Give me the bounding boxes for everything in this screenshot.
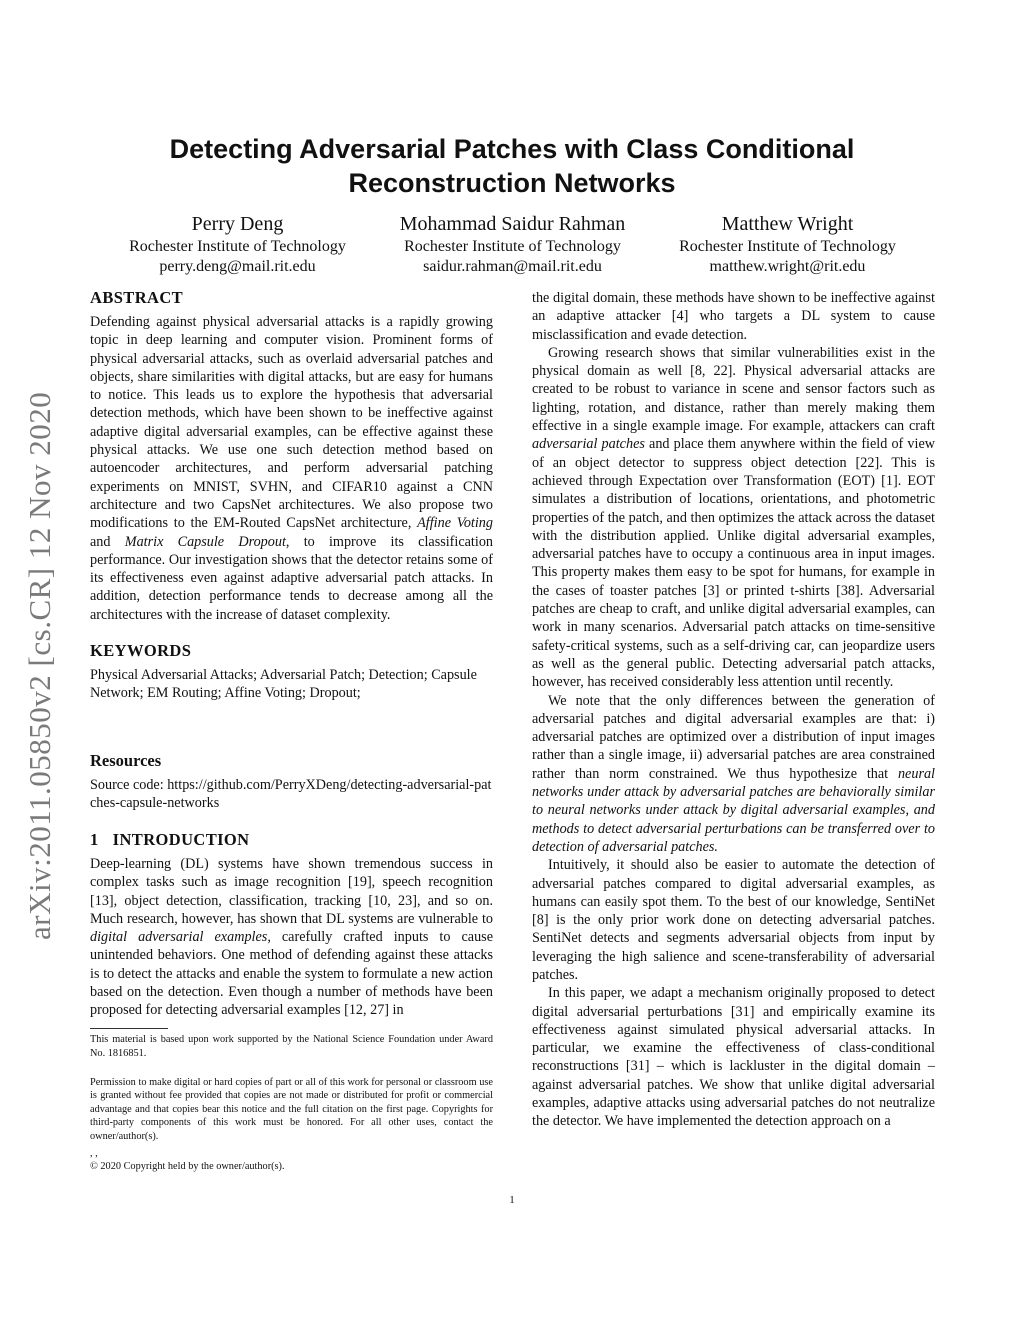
abstract-text: Defending against physical adversarial attacks is a rapidly growing topic in deep learning and computer vision. Prominent forms of physical adversarial attacks, such as overlaid adversarial patches and objects, share similarities with digital attacks, but are easy for humans to notice. This leads us to explore the hypothesis that adversarial detection methods, which have been shown to be ineffective against adaptive digital adversarial examples, can be effective against these physical attacks. We use one such detection method based on autoencoder architectures, and perform adversarial patching experiments on MNIST, SVHN, and CIFAR10 against a CNN architecture and two CapsNet architectures. We also propose two modifications to the EM-Routed CapsNet architecture, Affine Voting and Matrix Capsule Dropout, to improve its classification performance. Our investigation shows that the detector retains some of its effectiveness even against adaptive adversarial patch attacks. In addition, detection performance tends to decrease among all the architectures with the increase of dataset complexity. xyxy=(90,314,494,623)
resources-section xyxy=(90,750,493,813)
intro-paragraph-continued: the digital domain, these methods have shown to be ineffective against an adaptive attacker [4] who targets a DL system to cause misclassification and evade detection. xyxy=(532,290,935,343)
author-affiliation: Rochester Institute of Technology xyxy=(404,238,621,255)
funding-footnote: This material is based upon work supported by the National Science Foundation under Award No. 1816851. xyxy=(90,1034,493,1059)
author-2 xyxy=(375,211,650,277)
intro-paragraph-2: Growing research shows that similar vulnerabilities exist in the physical domain as well [8, 22]. Physical adversarial attacks are created to be robust to variance in scene and sensor factors such as lighting, rotation, and distance, rather than merely making them effective in a single example image. For example, attackers can craft adversarial patches and place them anywhere within the field of view of an object detector to suppress object detection [22]. This is achieved through Expectation over Transformation (EOT) [1]. EOT simulates a distribution of locations, orientations, and photometric properties of the patch, and then optimizes the attack across the dataset with the distribution applied. Unlike digital adversarial examples, adversarial patches have to occupy a continuous area in input images. This property makes them easy to be spot for humans, for example in the cases of toaster patches [3] or printed t-shirts [38]. Adversarial patches are cheap to craft, and unlike digital adversarial examples, can work in many scenarios. Adversarial patch attacks on time-sensitive safety-critical systems, such as a self-driving car, can jeopardize users as well as the general public. Detecting adversarial patch attacks, however, has received considerably less attention until recently. xyxy=(532,344,935,691)
conference-placeholder: , , xyxy=(90,1148,98,1159)
resources-heading: Resources xyxy=(90,751,162,770)
resources-link[interactable]: Source code: https://github.com/PerryXDeng/detecting-adversarial-patches-capsule-networks xyxy=(90,777,492,812)
paper-title xyxy=(0,132,1024,200)
abstract-section xyxy=(90,287,493,624)
intro-paragraph-4: Intuitively, it should also be easier to automate the detection of adversarial patches compared to digital adversarial examples, as humans can easily spot them. To the best of our knowledge, SentiNet [8] is the only prior work done on detecting adversarial patches. SentiNet detects and segments adversarial objects from input by leveraging the high salience and scene-transferability of adversarial patches. xyxy=(532,857,935,983)
introduction-heading: 1 INTRODUCTION xyxy=(90,830,250,849)
author-name: Perry Deng xyxy=(191,213,284,235)
intro-paragraph-3: We note that the only differences between the generation of adversarial patches and digital adversarial examples are that: i) adversarial patches are optimized over a distribution of input images rather than a single image, ii) adversarial patches are area constrained rather than norm constrained. We thus hypothesize that neural networks under attack by adversarial patches are behaviorally similar to neural networks under attack by digital adversarial examples, and methods to detect adversarial perturbations can be transferred over to detection of adversarial patches. xyxy=(532,692,935,855)
keywords-heading: KEYWORDS xyxy=(90,641,192,660)
arxiv-identifier: arXiv:2011.05850v2 [cs.CR] 12 Nov 2020 xyxy=(22,391,57,940)
keywords-section xyxy=(90,640,493,703)
copyright-notice: © 2020 Copyright held by the owner/author(s). xyxy=(90,1161,285,1172)
author-name: Matthew Wright xyxy=(721,213,854,235)
intro-paragraph-1: Deep-learning (DL) systems have shown tremendous success in complex tasks such as image recognition [19], speech recognition [13], object detection, classification, tracking [10, 23], and so on. Much research, however, has shown that DL systems are vulnerable to digital adversarial examples, carefully crafted inputs to cause unintended behaviors. One method of defending against these attacks is to detect the attacks and enable the system to formulate a new action based on the detection. Even though a number of methods have been proposed for detecting adversarial examples [12, 27] in xyxy=(90,856,493,1019)
author-email: matthew.wright@rit.edu xyxy=(709,258,866,275)
permission-notice: Permission to make digital or hard copies of part or all of this work for personal or classroom use is granted without fee provided that copies are not made or distributed for profit or commercial advantage and that copies bear this notice and the full citation on the first page. Copyrights for third-party components of this work must be honored. For all other uses, contact the owner/author(s). xyxy=(90,1077,493,1142)
author-email: perry.deng@mail.rit.edu xyxy=(159,258,316,275)
author-affiliation: Rochester Institute of Technology xyxy=(129,238,346,255)
author-block xyxy=(100,211,925,277)
keywords-text: Physical Adversarial Attacks; Adversarial Patch; Detection; Capsule Network; EM Routing; Affine Voting; Dropout; xyxy=(90,667,477,702)
introduction-section xyxy=(90,829,493,1020)
author-1 xyxy=(100,211,375,277)
title-line-2: Reconstruction Networks xyxy=(348,168,676,198)
right-column xyxy=(532,289,935,1131)
author-3 xyxy=(650,211,925,277)
footnote-rule xyxy=(90,1028,168,1029)
author-affiliation: Rochester Institute of Technology xyxy=(679,238,896,255)
title-line-1: Detecting Adversarial Patches with Class Conditional xyxy=(169,134,855,164)
page-number: 1 xyxy=(509,1194,515,1206)
author-email: saidur.rahman@mail.rit.edu xyxy=(423,258,602,275)
author-name: Mohammad Saidur Rahman xyxy=(399,213,626,235)
intro-paragraph-5: In this paper, we adapt a mechanism originally proposed to detect digital adversarial perturbations [31] and empirically examine its effectiveness against simulated physical adversarial attacks. In particular, we examine the effectiveness of class-conditional reconstructions [31] – which is lackluster in the digital domain – against adversarial patches. We show that unlike digital adversarial examples, adaptive attacks using adversarial patches do not neutralize the detector. We have implemented the detection approach on a xyxy=(532,985,935,1130)
abstract-heading: ABSTRACT xyxy=(90,288,184,307)
